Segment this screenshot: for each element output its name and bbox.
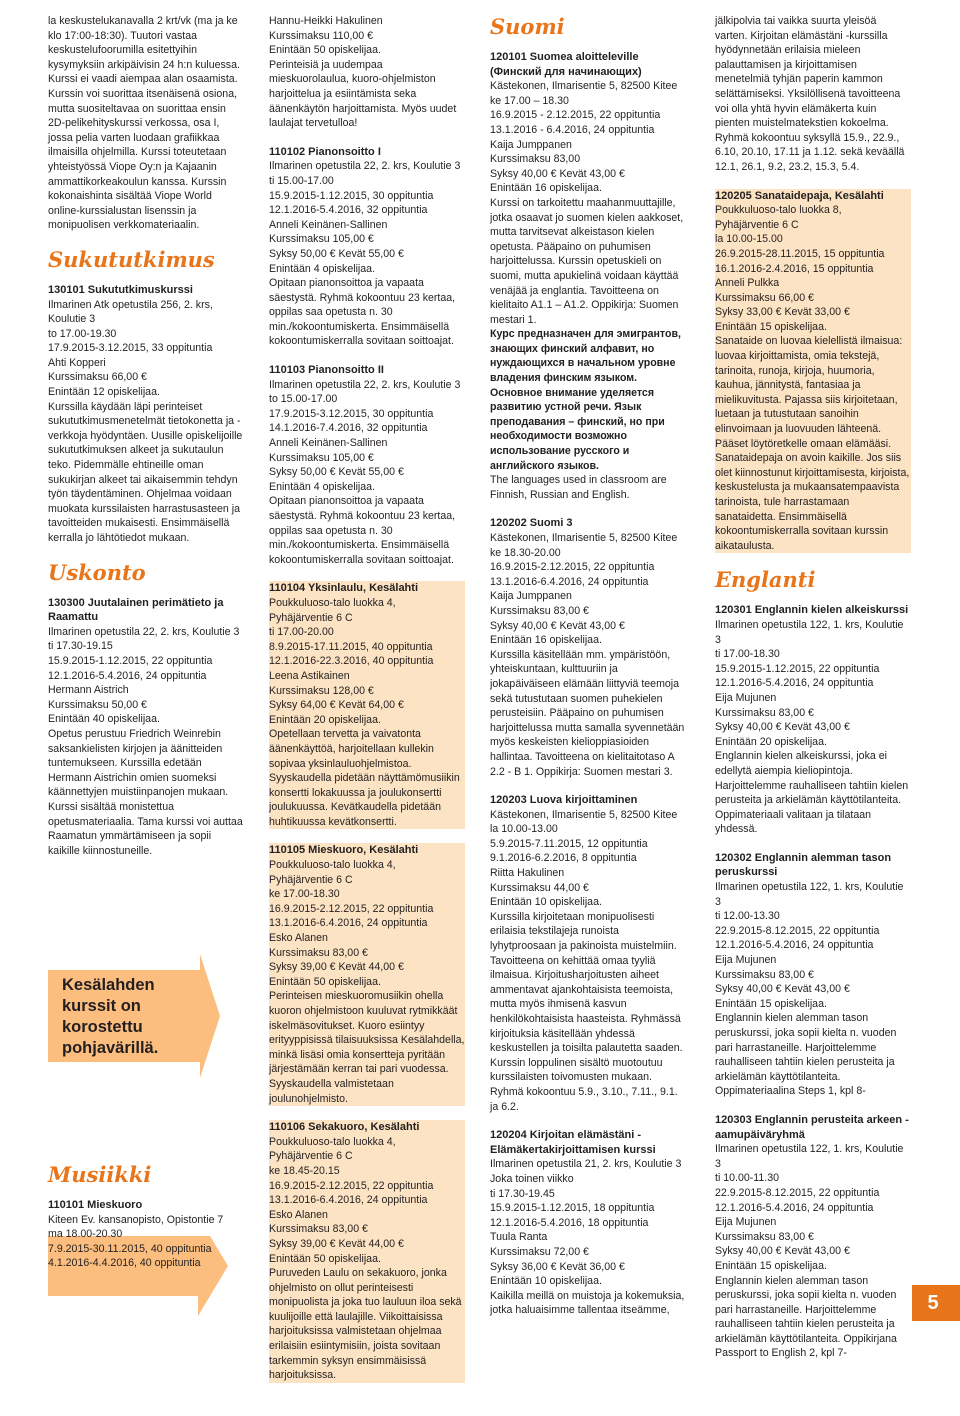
- course-address: Pyhäjärventie 6 C: [269, 611, 353, 624]
- course-title: 110101 Mieskuoro: [48, 1199, 143, 1211]
- course-fee: Kurssimaksu 83,00 €: [490, 604, 589, 617]
- course-capacity: Enintään 20 opiskelijaa.: [269, 713, 381, 726]
- course-location: Ilmarinen opetustila 22, 2. krs, Koulutie 3: [269, 160, 461, 173]
- course-location: Poukkuluoso-talo luokka 8,: [715, 204, 842, 217]
- column-4: [715, 14, 911, 1361]
- course-dates: 17.9.2015-3.12.2015, 30 oppituntia: [269, 407, 434, 420]
- course-description: Englannin kielen alemman tason peruskurssi, joka sopii kielta n. vuoden pari harrastaneille. Harjoittelemme rauhalliseen tahtiin kielen perusteita ja arkielämän käyttötilanteita. Oppimateriaalina Steps 1, kpl 8-: [715, 1012, 897, 1098]
- course-dates: 12.1.2016-5.4.2016, 24 oppituntia: [715, 939, 874, 952]
- course-description: Opitaan pianonsoittoa ja vapaata säestystä. Ryhmä kokoontuu 23 kertaa, oppilas saa opetusta n. 30 min./kokoontumiskerta. Ensimmäisellä kokoontumiskerralla sovitaan soittoajat.: [269, 495, 456, 566]
- course-dates: 9.1.2016-6.2.2016, 8 oppituntia: [490, 852, 637, 865]
- course-dates: 12.1.2016-5.4.2016, 24 oppituntia: [715, 1201, 874, 1214]
- column-2: [269, 14, 465, 1383]
- course-dates: 16.9.2015-2.12.2015, 22 oppituntia: [269, 902, 434, 915]
- course-dates: 8.9.2015-17.11.2015, 40 oppituntia: [269, 640, 433, 653]
- course-address: Pyhäjärventie 6 C: [269, 873, 353, 886]
- course-dates: 12.1.2016-5.4.2016, 24 oppituntia: [48, 669, 207, 682]
- course-time: ke 18.30-20.00: [490, 546, 561, 559]
- course-description-continued: jälkipolvia tai vaikka suurta yleisöä varten. Kirjoitan elämästäni -kurssilla hyödynnetään erilaisia mieleen palauttamisen ja kirjoittamisen menetelmiä tyhjän paperin kammon selättämiseksi. Yksilöllisenä tavoitteena voi olla yhtä hyvin elämäkerta kuin pienten muistelmatekstien kokoelma. Ryhmä kokoontuu syksyllä 15.9., 22.9., 6.10, 20.10, 17.11 ja 1.12. sekä keväällä 12.1, 26.1, 9.2, 23.2, 15.3, 5.4.: [715, 15, 905, 173]
- course-location: Ilmarinen opetustila 122, 1. krs, Koulutie 3: [715, 1143, 904, 1170]
- course-capacity: Enintään 15 opiskelijaa.: [715, 1259, 827, 1272]
- course-dates: 12.1.2016-5.4.2016, 32 oppituntia: [269, 204, 428, 217]
- course-teacher: Anneli Keinänen-Sallinen: [269, 437, 388, 450]
- course-120301: [715, 603, 911, 837]
- course-fee: Kurssimaksu 105,00 €: [269, 233, 374, 246]
- course-fee: Kurssimaksu 105,00 €: [269, 451, 374, 464]
- course-title: 120203 Luova kirjoittaminen: [490, 794, 638, 807]
- course-120205: [715, 189, 911, 554]
- course-120202: [490, 516, 686, 779]
- course-fee: Kurssimaksu 66,00 €: [48, 371, 147, 384]
- course-dates: 16.1.2016-2.4.2016, 15 oppituntia: [715, 262, 874, 275]
- course-capacity: Enintään 15 opiskelijaa.: [715, 320, 827, 333]
- column-1: [48, 14, 244, 858]
- course-description: Opetellaan tervetta ja vaivatonta äänenkäyttöä, harjoitellaan kullekin sopivaa yksinlauluohjelmistoa. Syyskaudella pidetään näyttämömusiikin konsertti lokakuussa ja joulukonsertti joulukuussa. Kevätkaudella pidetään huhtikuussa kevätkonsertti.: [269, 728, 460, 828]
- course-location: Kästekonen, Ilmarisentie 5, 82500 Kitee: [490, 532, 678, 544]
- course-fee-split: Syksy 39,00 € Kevät 44,00 €: [269, 961, 404, 974]
- course-teacher: Leena Astikainen: [269, 669, 350, 682]
- course-frequency: Joka toinen viikko: [490, 1172, 574, 1185]
- course-teacher: Tuula Ranta: [490, 1231, 548, 1244]
- course-title: 120303 Englannin perusteita arkeen - aamupäiväryhmä: [715, 1113, 909, 1141]
- course-teacher: Hannu-Heikki Hakulinen: [269, 15, 383, 27]
- course-130101: [48, 283, 244, 546]
- course-time: ti 15.00-17.00: [269, 174, 334, 187]
- course-capacity: Enintään 50 opiskelijaa.: [269, 44, 381, 57]
- course-title: 120202 Suomi 3: [490, 517, 573, 530]
- course-address: Pyhäjärventie 6 C: [715, 218, 799, 231]
- course-teacher: Hermann Aistrich: [48, 684, 129, 697]
- course-teacher: Kaija Jumppanen: [490, 138, 572, 151]
- section-heading-uskonto: Uskonto: [48, 559, 146, 585]
- section-heading-suomi: Suomi: [490, 14, 565, 39]
- course-title: 120204 Kirjoitan elämästäni - Elämäkertakirjoittamisen kurssi: [490, 1129, 656, 1156]
- course-time: ti 17.30-19.15: [48, 640, 113, 653]
- course-capacity: Enintään 12 opiskelijaa.: [48, 386, 160, 399]
- course-dates: 14.1.2016-7.4.2016, 32 oppituntia: [269, 422, 428, 435]
- course-110102: [269, 145, 465, 349]
- course-120303: [715, 1113, 911, 1361]
- course-fee-split: Syksy 50,00 € Kevät 55,00 €: [269, 466, 404, 479]
- course-capacity: Enintään 50 opiskelijaa.: [269, 1252, 381, 1265]
- course-location: Ilmarinen opetustila 122, 1. krs, Koulutie 3: [715, 881, 904, 908]
- course-fee-split: Syksy 40,00 € Kevät 43,00 €: [490, 619, 625, 632]
- course-location: Kästekonen, Ilmarisentie 5, 82500 Kitee: [490, 80, 678, 93]
- course-location: Ilmarinen opetustila 21, 2. krs, Koulutie 3: [490, 1158, 682, 1171]
- course-description: Kurssi on tarkoitettu maahanmuuttajille, jotka osaavat jo suomen kielen aakkoset, mutta tarvitsevat alkeistason kielen opetusta. Pääpaino on puhumisen harjoittelussa. Kurssin opetuskieli on suomi, mutta apukielinä voidaan käyttää venäjää ja englantia. Tavoitteena on kielitaito A1.1 – A1.2. Oppikirja: Suomen mestari 1.: [490, 196, 684, 326]
- course-120203: [490, 793, 686, 1114]
- course-fee: Kurssimaksu 83,00 €: [715, 1230, 814, 1243]
- course-title: 110102 Pianonsoitto I: [269, 145, 381, 158]
- course-time: ke 17.00-18.30: [269, 888, 340, 901]
- course-capacity: Enintään 4 opiskelijaa.: [269, 262, 376, 275]
- course-120302: [715, 851, 911, 1099]
- column-3: [490, 14, 686, 1318]
- course-130300: [48, 596, 244, 859]
- course-description: Kaikilla meillä on muistoja ja kokemuksia, jotka haluaisimme tallentaa itseämme,: [490, 1289, 685, 1317]
- course-capacity: Enintään 16 opiskelijaa.: [490, 634, 602, 647]
- course-title: 130300 Juutalainen perimätieto ja Raamattu: [48, 596, 224, 624]
- course-teacher: Eija Mujunen: [715, 691, 777, 704]
- course-fee-split: Syksy 64,00 € Kevät 64,00 €: [269, 699, 404, 712]
- course-capacity: Enintään 4 opiskelijaa.: [269, 480, 376, 493]
- course-fee: Kurssimaksu 83,00 €: [715, 968, 814, 981]
- course-fee: Kurssimaksu 83,00 €: [269, 1223, 368, 1236]
- intro-paragraph: la keskustelukanavalla 2 krt/vk (ma ja ke klo 17:00-18:30). Tuutori vastaa keskustelufoorumilla esitettyihin kysymyksiin arkipäivisin 24 h:n kuluessa. Kurssi ei vaadi aiempaa alan osaamista. Kurssin voi suorittaa itsenäisenä osiona, mutta suositeltavaa on suorittaa ensin 2D-pelikehityskurssi verkossa, osa I, jossa pelia varten luodaan grafiikkaa ilmaisilla ohjelmilla. Kurssi toteutetaan yhteistyössä Viope Oy:n ja Kajaanin ammattikorkeakoulun kanssa. Kurssin kokonaishinta sisältää Viope World online-kurssialustan lisenssin ja monipuolisen verkkomateriaalin.: [48, 15, 240, 232]
- course-fee-split: Syksy 33,00 € Kevät 33,00 €: [715, 306, 850, 319]
- course-dates: 17.9.2015-3.12.2015, 33 oppituntia: [48, 342, 213, 355]
- course-location: Ilmarinen Atk opetustila 256, 2. krs, Koulutie 3: [48, 298, 213, 326]
- course-teacher: Eija Mujunen: [715, 954, 777, 967]
- course-description: Kurssilla käydään läpi perinteiset sukututkimusmenetelmät tietokonetta ja -verkkoja hyödyntäen. Uusille opiskelijoille sukututkimuksen alkeet ja sukutaulun teko. Pidemmälle ehtineille oman sukukirjan alkeet tai aikaisemmin tehdyn työn täydentäminen. Ohjelmaa voidaan muokata kurssilaisten harrastusasteen ja tavoitteiden mukaisesti. Ensimmäisellä kerralla jo lähtötiedot mukaan.: [48, 400, 243, 544]
- course-teacher: Ahti Kopperi: [48, 356, 106, 369]
- course-capacity: Enintään 16 opiskelijaa.: [490, 182, 602, 195]
- course-description-english: The languages used in classroom are Finnish, Russian and English.: [490, 474, 667, 501]
- course-title: 110103 Pianonsoitto II: [269, 364, 384, 377]
- course-location: Ilmarinen opetustila 122, 1. krs, Koulutie 3: [715, 618, 904, 646]
- course-time: ti 17.00-20.00: [269, 626, 334, 639]
- course-fee: Kurssimaksu 83,00: [490, 153, 581, 166]
- course-dates: 4.1.2016-4.4.2016, 40 oppituntia: [48, 1257, 201, 1270]
- course-fee-split: Syksy 40,00 € Kevät 43,00 €: [715, 1245, 850, 1258]
- course-address: Pyhäjärventie 6 C: [269, 1150, 353, 1163]
- section-heading-englanti: Englanti: [715, 567, 816, 593]
- course-time: ke 18.45-20.15: [269, 1164, 340, 1177]
- course-description: Puruveden Laulu on sekakuoro, jonka ohjelmisto on ollut perinteisesti monipuolista ja joka tuo lauluun iloa sekä kuulijoille että laulajille. Viikoittaisissa harjoituksissa valmistetaan ohjelmaa erilaisiin esiintymisiin, joista sovitaan tarkemmin syksyn ensimmäisissä harjoituksissa.: [269, 1267, 462, 1382]
- course-110104: [269, 581, 465, 829]
- course-teacher: Esko Alanen: [269, 1208, 328, 1221]
- course-fee: Kurssimaksu 66,00 €: [715, 291, 814, 304]
- course-title: 120101 Suomea aloitteleville (Финский для начинающих): [490, 51, 642, 78]
- course-description-russian: Курс предназначен для эмигрантов, знающих финский алфавит, но нуждающихся в начальном уровне владения финским языком. Основное внимание уделяется развитию устной речи. Язык преподавания – финский, но при необходимости возможно использование русского и английского языков.: [490, 328, 681, 472]
- callout-arrow-visible: [48, 1268, 228, 1408]
- course-dates: 22.9.2015-8.12.2015, 22 oppituntia: [715, 1186, 880, 1199]
- course-dates: 22.9.2015-8.12.2015, 22 oppituntia: [715, 924, 880, 937]
- course-title: 110105 Mieskuoro, Kesälahti: [269, 844, 419, 857]
- course-fee: Kurssimaksu 110,00 €: [269, 29, 374, 42]
- course-location: Ilmarinen opetustila 22, 2. krs, Koulutie 3: [48, 625, 240, 638]
- course-title: 130101 Sukututkimuskurssi: [48, 283, 193, 296]
- course-120101: [490, 50, 686, 502]
- course-dates: 13.1.2016-6.4.2016, 24 oppituntia: [269, 917, 428, 930]
- course-details: [48, 298, 244, 400]
- course-capacity: Enintään 40 opiskelijaa.: [48, 713, 160, 726]
- course-dates: 12.1.2016-22.3.2016, 40 oppituntia: [269, 655, 434, 668]
- course-dates: 16.9.2015-2.12.2015, 22 oppituntia: [490, 561, 655, 574]
- course-capacity: Enintään 50 opiskelijaa.: [269, 975, 381, 988]
- course-dates: 13.1.2016 - 6.4.2016, 24 oppituntia: [490, 123, 655, 136]
- course-description: Englannin kielen alemman tason peruskurssi, joka sopii kielta n. vuoden pari harrastaneille. Harjoittelemme rauhalliseen tahtiin kielen perusteita ja arkielämän käyttötilanteita. Oppikirjana Passport to English 2, kpl 7-: [715, 1274, 897, 1360]
- course-time: ti 17.30-19.45: [490, 1187, 555, 1200]
- section-heading-musiikki: Musiikki: [48, 1162, 152, 1187]
- course-teacher: Esko Alanen: [269, 932, 328, 945]
- course-teacher: Eija Mujunen: [715, 1216, 777, 1229]
- course-time: ti 17.00-18.30: [715, 648, 780, 661]
- course-dates: 15.9.2015-1.12.2015, 22 oppituntia: [48, 654, 213, 667]
- course-fee: Kurssimaksu 83,00 €: [269, 946, 368, 959]
- course-time: ke 17.00 – 18.30: [490, 94, 569, 107]
- callout-text: Kesälahden kurssit on korostettu pohjavärillä.: [62, 976, 159, 1057]
- course-dates: 12.1.2016-5.4.2016, 24 oppituntia: [715, 677, 874, 690]
- course-description: Opetus perustuu Friedrich Weinrebin saksankielisten kirjojen ja äänitteiden tuntemukseen. Kurssilla edetään Hermann Aistrichin omien suomeksi käännettyjen muistiinpanojen mukaan. Kurssi sisältää monistettua opetusmateriaalia. Tama kurssi voi auttaa Raamatun ymmärtämiseen ja sopii kaikille kiinnostuneille.: [48, 727, 243, 857]
- course-capacity: Enintään 15 opiskelijaa.: [715, 997, 827, 1010]
- course-description: Kurssilla kirjoitetaan monipuolisesti erilaisia tekstilajeja runoista lyhytproosaan ja pakinoista muistelmiin. Tavoitteena on kehittää omaa tyyliä ilmaisua. Kirjoitusharjoitusten aiheet ammentavat ajankohtaisista teemoista, mutta myös ihmisenä kasvun henkilökohtaisista haasteista. Ryhmässä kirjoituksia käsitellään yhdessä keskustellen ja toisilta palautetta saaden. Kurssin loppulinen sisältö muotoutuu kurssilaisten toivomusten mukaan. Ryhmä kokoontuu 5.9., 3.10., 7.11., 9.1. ja 6.2.: [490, 910, 683, 1113]
- course-location: Poukkuluoso-talo luokka 4,: [269, 596, 396, 609]
- course-description: Perinteisen mieskuoromusiikin ohella kuoron ohjelmistoon kuuluvat rytmikkäät iskelmäsovitukset. Kuoro esiintyy erityyppisissä tilaisuuksissa Kesälahdella, minkä lisäsi omia konsertteja pyritään järjestämään kerran tai pari vuodessa. Syyskaudella valmistetaan joulunohjelmisto.: [269, 990, 465, 1105]
- course-capacity: Enintään 10 opiskelijaa.: [490, 896, 602, 909]
- course-capacity: Enintään 20 opiskelijaa.: [715, 735, 827, 748]
- course-teacher: Riitta Hakulinen: [490, 867, 565, 880]
- course-fee: Kurssimaksu 44,00 €: [490, 881, 589, 894]
- course-time: to 17.00-19.30: [48, 327, 117, 340]
- course-teacher: Anneli Pulkka: [715, 277, 780, 290]
- course-fee: Kurssimaksu 83,00 €: [715, 706, 814, 719]
- course-110105: [269, 843, 465, 1106]
- course-location: Kiteen Ev. kansanopisto, Opistontie 7: [48, 1213, 224, 1226]
- course-description: Sanataide on luovaa kielellistä ilmaisua: luovaa kirjoittamista, omia tekstejä, tarinoita, runoja, kirjoja, huumoria, kauhua, jännitystä, fantasiaa ja mielikuvitusta. Pajassa siis kirjoitetaan, luetaan ja tutustutaan sanoihin elinvoimaan ja luovuuden lähteenä. Pääset löytöretkelle omaan elämääsi. Sanataidepaja on avoin kaikille. Jos siis olet kiinnostunut kirjoittamisesta, kirjoista, keskustelusta ja mukaansatempaavista tarinoista, tule harrastamaan sanataidetta. Ensimmäisellä kokoontumiskerralla sovitaan kurssin aikataulusta.: [715, 335, 910, 552]
- course-title: 120205 Sanataidepaja, Kesälahti: [715, 189, 884, 202]
- course-time: ti 12.00-13.30: [715, 910, 780, 923]
- course-title: 110104 Yksinlaulu, Kesälahti: [269, 582, 418, 595]
- course-dates: 16.9.2015 - 2.12.2015, 22 oppituntia: [490, 109, 661, 122]
- course-fee-split: Syksy 40,00 € Kevät 43,00 €: [715, 983, 850, 996]
- course-teacher: Kaija Jumppanen: [490, 590, 572, 603]
- course-fee: Kurssimaksu 50,00 €: [48, 698, 147, 711]
- course-dates: 5.9.2015-7.11.2015, 12 oppituntia: [490, 837, 648, 850]
- course-dates: 16.9.2015-2.12.2015, 22 oppituntia: [269, 1179, 434, 1192]
- course-fee-split: Syksy 36,00 € Kevät 36,00 €: [490, 1260, 625, 1273]
- course-dates: 26.9.2015-28.11.2015, 15 oppituntia: [715, 247, 885, 260]
- course-location: Kästekonen, Ilmarisentie 5, 82500 Kitee: [490, 808, 678, 821]
- course-time: la 10.00-15.00: [715, 233, 783, 246]
- course-fee-split: Syksy 40,00 € Kevät 43,00 €: [715, 721, 850, 734]
- course-dates: 15.9.2015-1.12.2015, 22 oppituntia: [715, 662, 880, 675]
- course-dates: 15.9.2015-1.12.2015, 18 oppituntia: [490, 1202, 655, 1215]
- course-fee-split: Syksy 50,00 € Kevät 55,00 €: [269, 247, 404, 260]
- course-description: Perinteisiä ja uudempaa mieskuorolaulua, kuoro-ohjelmiston harjoittelua ja esiintämista seka äänenkäytön harjoittamista. Myös uudet laulajat tervetulloa!: [269, 58, 457, 130]
- course-capacity: Enintään 10 opiskelijaa.: [490, 1275, 602, 1288]
- course-time: ti 10.00-11.30: [715, 1172, 780, 1185]
- course-description: Opitaan pianonsoittoa ja vapaata säestystä. Ryhmä kokoontuu 23 kertaa, oppilas saa opetusta n. 30 min./kokoontumiskerta. Ensimmäisellä kokoontumiskerralla sovitaan soittoajat.: [269, 277, 456, 348]
- course-time: to 15.00-17.00: [269, 393, 338, 406]
- course-title: 110106 Sekakuoro, Kesälahti: [269, 1121, 420, 1134]
- course-location: Poukkuluoso-talo luokka 4,: [269, 859, 396, 872]
- course-title: 120302 Englannin alemman tason peruskurssi: [715, 851, 892, 879]
- course-description: Kurssilla käsitellään mm. ympäristöön, yhteiskuntaan, kulttuuriin ja jokapäiväiseen elämään liittyviä teemoja sekä tutustutaan suomen puhekielen perusteisiin. Pääpaino on puhumisen harjoittelussa mutta samalla syvennetään myös keskeisten kielioppiasioiden hallintaa. Tavoitteena on kielitaitotaso A 2.2 - B 1. Oppikirja: Suomen mestari 3.: [490, 648, 685, 778]
- course-110103: [269, 363, 465, 567]
- course-110106: [269, 1120, 465, 1383]
- course-title: 120301 Englannin kielen alkeiskurssi: [715, 604, 909, 617]
- music-section: [48, 1162, 244, 1271]
- course-time: la 10.00-13.00: [490, 823, 558, 836]
- course-120204: [490, 1128, 686, 1318]
- course-location: Poukkuluoso-talo luokka 4,: [269, 1135, 396, 1148]
- course-fee: Kurssimaksu 72,00 €: [490, 1245, 589, 1258]
- course-dates: 13.1.2016-6.4.2016, 24 oppituntia: [490, 575, 649, 588]
- course-description: Englannin kielen alkeiskurssi, joka ei edellytä aiempia kieliopintoja. Harjoittelemme rauhalliseen tahtiin kielen perusteita ja arkielämän käyttötilanteita. Oppimateriaali valitaan ja tilataan yhdessä.: [715, 750, 909, 836]
- course-dates: 15.9.2015-1.12.2015, 30 oppituntia: [269, 189, 434, 202]
- course-teacher: Anneli Keinänen-Sallinen: [269, 218, 388, 231]
- course-fee-split: Syksy 39,00 € Kevät 44,00 €: [269, 1237, 404, 1250]
- course-time: ma 18.00-20.30: [48, 1228, 123, 1241]
- course-fee: Kurssimaksu 128,00 €: [269, 684, 374, 697]
- course-fee-split: Syksy 40,00 € Kevät 43,00 €: [490, 167, 625, 180]
- course-dates: 13.1.2016-6.4.2016, 24 oppituntia: [269, 1194, 428, 1207]
- section-heading-sukututkimus: Sukututkimus: [48, 246, 215, 272]
- course-dates: 12.1.2016-5.4.2016, 18 oppituntia: [490, 1216, 649, 1229]
- course-location: Ilmarinen opetustila 22, 2. krs, Koulutie 3: [269, 378, 461, 391]
- course-dates: 7.9.2015-30.11.2015, 40 oppituntia: [48, 1242, 212, 1255]
- page-number: 5: [927, 1292, 939, 1314]
